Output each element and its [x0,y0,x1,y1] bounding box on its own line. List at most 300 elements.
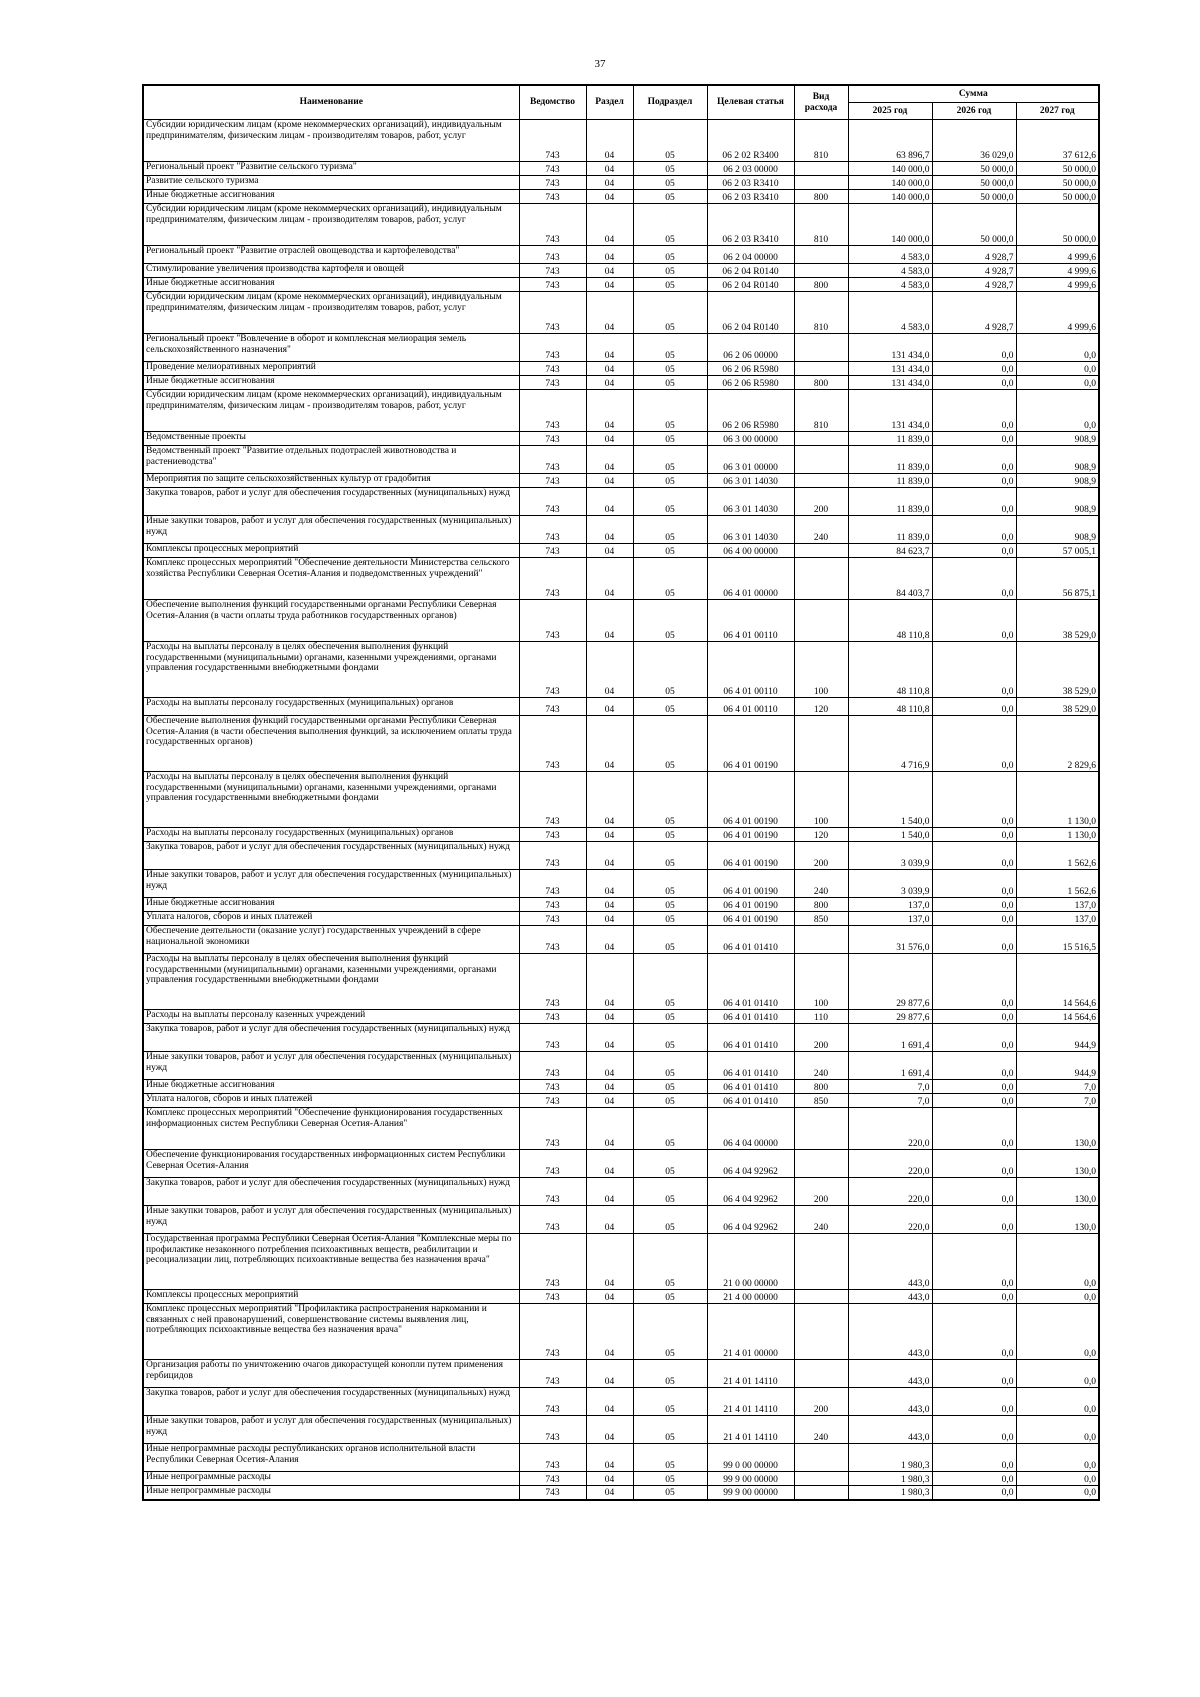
row-2025-cell: 140 000,0 [848,176,932,190]
table-row [143,1052,1099,1080]
row-2026-cell: 4 928,7 [932,278,1016,292]
row-subsection-cell: 05 [633,446,707,474]
row-section-cell: 04 [586,1052,633,1080]
row-exp-type-cell [794,1108,848,1150]
row-name-cell: Иные закупки товаров, работ и услуг для обеспечения государственных (муниципальных) нужд [143,870,519,898]
row-name-cell: Иные бюджетные ассигнования [143,190,519,204]
row-2027-cell: 908,9 [1016,516,1099,544]
row-name-cell: Уплата налогов, сборов и иных платежей [143,1094,519,1108]
row-2026-cell: 0,0 [932,446,1016,474]
row-target-cell: 06 3 01 14030 [707,488,794,516]
row-exp-type-cell [794,926,848,954]
row-2027-cell: 137,0 [1016,898,1099,912]
table-row [143,362,1099,376]
row-2025-cell: 137,0 [848,912,932,926]
row-dept-cell: 743 [519,600,586,642]
row-exp-type-cell: 240 [794,1416,848,1444]
row-dept-cell: 743 [519,162,586,176]
row-2026-cell: 0,0 [932,1080,1016,1094]
col-header-subsection: Подраздел [633,85,707,120]
row-section-cell: 04 [586,600,633,642]
row-exp-type-cell: 200 [794,1178,848,1206]
row-section-cell: 04 [586,1472,633,1486]
table-row [143,334,1099,362]
row-section-cell: 04 [586,362,633,376]
row-exp-type-cell [794,1234,848,1290]
row-2026-cell: 50 000,0 [932,162,1016,176]
row-target-cell: 06 2 03 R3410 [707,204,794,246]
row-name-cell: Комплекс процессных мероприятий "Обеспечение деятельности Министерства сельского хозяйства Республики Северная Осетия-Алания и подведомственных учреждений" [143,558,519,600]
table-row [143,390,1099,432]
row-name-cell: Субсидии юридическим лицам (кроме некоммерческих организаций), индивидуальным предпринимателям, физическим лицам - производителям товаров, работ, услуг [143,120,519,162]
row-dept-cell: 743 [519,954,586,1010]
row-section-cell: 04 [586,1290,633,1304]
row-exp-type-cell [794,1150,848,1178]
row-2026-cell: 0,0 [932,516,1016,544]
row-dept-cell: 743 [519,926,586,954]
row-2026-cell: 0,0 [932,842,1016,870]
row-2026-cell: 0,0 [932,1416,1016,1444]
row-target-cell: 06 4 04 92962 [707,1150,794,1178]
row-2027-cell: 50 000,0 [1016,162,1099,176]
row-2027-cell: 0,0 [1016,1416,1099,1444]
row-exp-type-cell [794,1304,848,1360]
row-2025-cell: 131 434,0 [848,362,932,376]
row-target-cell: 06 4 04 92962 [707,1206,794,1234]
row-2026-cell: 0,0 [932,1360,1016,1388]
row-exp-type-cell [794,362,848,376]
row-dept-cell: 743 [519,1024,586,1052]
row-section-cell: 04 [586,842,633,870]
row-2027-cell: 908,9 [1016,474,1099,488]
row-2026-cell: 0,0 [932,376,1016,390]
row-2026-cell: 0,0 [932,642,1016,698]
row-2027-cell: 130,0 [1016,1150,1099,1178]
row-target-cell: 06 2 06 R5980 [707,390,794,432]
row-dept-cell: 743 [519,1234,586,1290]
row-2025-cell: 48 110,8 [848,600,932,642]
row-target-cell: 06 4 01 01410 [707,1080,794,1094]
row-subsection-cell: 05 [633,1150,707,1178]
row-section-cell: 04 [586,446,633,474]
row-dept-cell: 743 [519,516,586,544]
row-2026-cell: 0,0 [932,432,1016,446]
row-exp-type-cell: 200 [794,842,848,870]
row-2027-cell: 14 564,6 [1016,954,1099,1010]
row-dept-cell: 743 [519,1108,586,1150]
row-name-cell: Проведение мелиоративных мероприятий [143,362,519,376]
row-dept-cell: 743 [519,390,586,432]
row-2025-cell: 131 434,0 [848,376,932,390]
row-2027-cell: 7,0 [1016,1094,1099,1108]
row-exp-type-cell: 100 [794,772,848,828]
row-section-cell: 04 [586,334,633,362]
row-subsection-cell: 05 [633,1178,707,1206]
row-2025-cell: 140 000,0 [848,162,932,176]
row-2027-cell: 4 999,6 [1016,278,1099,292]
row-exp-type-cell [794,600,848,642]
row-2026-cell: 0,0 [932,334,1016,362]
row-2026-cell: 4 928,7 [932,292,1016,334]
row-target-cell: 06 3 01 00000 [707,446,794,474]
row-target-cell: 06 4 04 00000 [707,1108,794,1150]
row-target-cell: 06 4 01 00110 [707,600,794,642]
row-section-cell: 04 [586,432,633,446]
row-target-cell: 06 4 01 00190 [707,772,794,828]
row-subsection-cell: 05 [633,1472,707,1486]
row-section-cell: 04 [586,898,633,912]
row-dept-cell: 743 [519,1486,586,1500]
row-target-cell: 21 0 00 00000 [707,1234,794,1290]
row-2025-cell: 11 839,0 [848,432,932,446]
row-subsection-cell: 05 [633,474,707,488]
table-row [143,1178,1099,1206]
row-2025-cell: 31 576,0 [848,926,932,954]
row-2025-cell: 84 623,7 [848,544,932,558]
row-exp-type-cell: 810 [794,292,848,334]
table-row [143,246,1099,264]
row-2025-cell: 220,0 [848,1108,932,1150]
table-row [143,698,1099,716]
row-section-cell: 04 [586,488,633,516]
row-2027-cell: 137,0 [1016,912,1099,926]
row-2027-cell: 0,0 [1016,1388,1099,1416]
table-row [143,1360,1099,1388]
table-row [143,376,1099,390]
row-2025-cell: 29 877,6 [848,1010,932,1024]
row-exp-type-cell [794,1444,848,1472]
row-subsection-cell: 05 [633,278,707,292]
row-2027-cell: 944,9 [1016,1024,1099,1052]
table-row [143,1234,1099,1290]
table-row [143,1024,1099,1052]
row-section-cell: 04 [586,544,633,558]
row-2025-cell: 4 716,9 [848,716,932,772]
row-subsection-cell: 05 [633,1024,707,1052]
row-target-cell: 06 4 01 01410 [707,1024,794,1052]
row-dept-cell: 743 [519,842,586,870]
row-name-cell: Мероприятия по защите сельскохозяйственных культур от градобития [143,474,519,488]
row-subsection-cell: 05 [633,772,707,828]
table-row [143,1444,1099,1472]
row-section-cell: 04 [586,870,633,898]
row-name-cell: Обеспечение выполнения функций государственными органами Республики Северная Осетия-Алания (в части оплаты труда работников государственных органов) [143,600,519,642]
row-target-cell: 06 2 06 R5980 [707,362,794,376]
row-2025-cell: 29 877,6 [848,954,932,1010]
row-name-cell: Иные непрограммные расходы [143,1486,519,1500]
row-dept-cell: 743 [519,870,586,898]
row-section-cell: 04 [586,1304,633,1360]
table-row [143,642,1099,698]
row-2027-cell: 1 562,6 [1016,842,1099,870]
row-target-cell: 06 4 01 00190 [707,828,794,842]
row-2025-cell: 1 691,4 [848,1024,932,1052]
row-section-cell: 04 [586,1094,633,1108]
row-exp-type-cell: 800 [794,1080,848,1094]
row-dept-cell: 743 [519,642,586,698]
row-exp-type-cell: 800 [794,278,848,292]
row-subsection-cell: 05 [633,1304,707,1360]
row-subsection-cell: 05 [633,828,707,842]
page-number: 37 [594,58,606,70]
row-section-cell: 04 [586,1178,633,1206]
row-2027-cell: 908,9 [1016,432,1099,446]
row-exp-type-cell [794,558,848,600]
row-2025-cell: 1 691,4 [848,1052,932,1080]
table-row [143,1472,1099,1486]
row-target-cell: 06 2 03 R3410 [707,190,794,204]
row-section-cell: 04 [586,516,633,544]
row-dept-cell: 743 [519,204,586,246]
table-row [143,1108,1099,1150]
row-2027-cell: 4 999,6 [1016,292,1099,334]
row-2026-cell: 0,0 [932,1304,1016,1360]
row-exp-type-cell: 810 [794,204,848,246]
row-subsection-cell: 05 [633,1360,707,1388]
row-target-cell: 06 4 01 01410 [707,1010,794,1024]
row-name-cell: Иные бюджетные ассигнования [143,376,519,390]
table-row [143,898,1099,912]
row-2027-cell: 0,0 [1016,390,1099,432]
row-target-cell: 06 2 04 R0140 [707,292,794,334]
row-2027-cell: 1 130,0 [1016,772,1099,828]
row-dept-cell: 743 [519,432,586,446]
row-dept-cell: 743 [519,1416,586,1444]
row-name-cell: Государственная программа Республики Северная Осетия-Алания "Комплексные меры по профилактике незаконного потребления психоактивных веществ, реабилитации и ресоциализации лиц, потребляющих психоактивные вещества без назначения врача" [143,1234,519,1290]
row-2027-cell: 130,0 [1016,1178,1099,1206]
row-2027-cell: 0,0 [1016,1234,1099,1290]
row-exp-type-cell [794,716,848,772]
row-2026-cell: 0,0 [932,1178,1016,1206]
row-section-cell: 04 [586,1108,633,1150]
row-target-cell: 06 2 02 R3400 [707,120,794,162]
row-2027-cell: 57 005,1 [1016,544,1099,558]
row-section-cell: 04 [586,1360,633,1388]
row-name-cell: Расходы на выплаты персоналу в целях обеспечения выполнения функций государственными (муниципальными) органами, казенными учреждениями, органами управления государственными внебюджетными фондами [143,954,519,1010]
row-2027-cell: 944,9 [1016,1052,1099,1080]
row-2026-cell: 4 928,7 [932,246,1016,264]
row-name-cell: Закупка товаров, работ и услуг для обеспечения государственных (муниципальных) нужд [143,1388,519,1416]
row-name-cell: Региональный проект "Развитие сельского туризма" [143,162,519,176]
row-exp-type-cell: 240 [794,1206,848,1234]
row-name-cell: Организация работы по уничтожению очагов дикорастущей конопли путем применения гербицидов [143,1360,519,1388]
row-section-cell: 04 [586,162,633,176]
row-exp-type-cell: 120 [794,698,848,716]
row-target-cell: 21 4 01 14110 [707,1388,794,1416]
table-row [143,264,1099,278]
row-subsection-cell: 05 [633,1416,707,1444]
row-2025-cell: 443,0 [848,1360,932,1388]
row-exp-type-cell [794,1360,848,1388]
row-target-cell: 06 4 01 00190 [707,898,794,912]
row-section-cell: 04 [586,1486,633,1500]
row-dept-cell: 743 [519,898,586,912]
row-section-cell: 04 [586,558,633,600]
row-target-cell: 06 2 06 00000 [707,334,794,362]
row-2026-cell: 0,0 [932,1024,1016,1052]
row-exp-type-cell: 800 [794,190,848,204]
row-2026-cell: 0,0 [932,772,1016,828]
row-dept-cell: 743 [519,1150,586,1178]
row-2027-cell: 0,0 [1016,334,1099,362]
row-2026-cell: 0,0 [932,954,1016,1010]
row-name-cell: Обеспечение функционирования государственных информационных систем Республики Северная Осетия-Алания [143,1150,519,1178]
row-dept-cell: 743 [519,558,586,600]
row-2027-cell: 7,0 [1016,1080,1099,1094]
row-section-cell: 04 [586,1080,633,1094]
row-subsection-cell: 05 [633,264,707,278]
row-target-cell: 06 4 01 01410 [707,954,794,1010]
row-exp-type-cell: 850 [794,912,848,926]
row-dept-cell: 743 [519,488,586,516]
row-exp-type-cell [794,176,848,190]
row-2025-cell: 63 896,7 [848,120,932,162]
row-subsection-cell: 05 [633,870,707,898]
col-header-exp-type: Вид расхода [794,85,848,120]
row-subsection-cell: 05 [633,842,707,870]
row-target-cell: 06 2 03 00000 [707,162,794,176]
row-exp-type-cell: 800 [794,898,848,912]
row-name-cell: Субсидии юридическим лицам (кроме некоммерческих организаций), индивидуальным предпринимателям, физическим лицам - производителям товаров, работ, услуг [143,204,519,246]
row-2025-cell: 11 839,0 [848,446,932,474]
row-target-cell: 06 4 01 01410 [707,1094,794,1108]
row-target-cell: 21 4 00 00000 [707,1290,794,1304]
row-target-cell: 06 2 03 R3410 [707,176,794,190]
col-header-2025: 2025 год [848,103,932,120]
row-section-cell: 04 [586,264,633,278]
row-name-cell: Закупка товаров, работ и услуг для обеспечения государственных (муниципальных) нужд [143,842,519,870]
row-section-cell: 04 [586,120,633,162]
row-exp-type-cell [794,544,848,558]
row-name-cell: Расходы на выплаты персоналу в целях обеспечения выполнения функций государственными (муниципальными) органами, казенными учреждениями, органами управления государственными внебюджетными фондами [143,772,519,828]
row-2026-cell: 0,0 [932,544,1016,558]
row-section-cell: 04 [586,912,633,926]
row-name-cell: Развитие сельского туризма [143,176,519,190]
row-exp-type-cell [794,1472,848,1486]
row-section-cell: 04 [586,772,633,828]
row-name-cell: Расходы на выплаты персоналу в целях обеспечения выполнения функций государственными (муниципальными) органами, казенными учреждениями, органами управления государственными внебюджетными фондами [143,642,519,698]
row-2027-cell: 0,0 [1016,1444,1099,1472]
row-dept-cell: 743 [519,1052,586,1080]
row-dept-cell: 743 [519,474,586,488]
row-target-cell: 06 4 01 01410 [707,926,794,954]
row-dept-cell: 743 [519,176,586,190]
row-section-cell: 04 [586,1150,633,1178]
row-2025-cell: 11 839,0 [848,488,932,516]
row-exp-type-cell [794,246,848,264]
row-2026-cell: 0,0 [932,1486,1016,1500]
row-exp-type-cell: 240 [794,870,848,898]
row-section-cell: 04 [586,1010,633,1024]
row-name-cell: Расходы на выплаты персоналу государственных (муниципальных) органов [143,828,519,842]
row-section-cell: 04 [586,828,633,842]
row-2027-cell: 130,0 [1016,1108,1099,1150]
row-name-cell: Комплексы процессных мероприятий [143,1290,519,1304]
row-subsection-cell: 05 [633,1052,707,1080]
table-row [143,446,1099,474]
col-header-2026: 2026 год [932,103,1016,120]
row-dept-cell: 743 [519,1206,586,1234]
row-2025-cell: 443,0 [848,1416,932,1444]
row-2027-cell: 50 000,0 [1016,204,1099,246]
row-name-cell: Закупка товаров, работ и услуг для обеспечения государственных (муниципальных) нужд [143,1024,519,1052]
row-name-cell: Закупка товаров, работ и услуг для обеспечения государственных (муниципальных) нужд [143,488,519,516]
row-exp-type-cell: 800 [794,376,848,390]
row-exp-type-cell: 100 [794,642,848,698]
row-2026-cell: 0,0 [932,870,1016,898]
row-name-cell: Региональный проект "Вовлечение в оборот и комплексная мелиорация земель сельскохозяйственного назначения" [143,334,519,362]
row-section-cell: 04 [586,1444,633,1472]
table-row [143,1416,1099,1444]
row-2026-cell: 50 000,0 [932,190,1016,204]
row-2026-cell: 0,0 [932,828,1016,842]
row-2026-cell: 0,0 [932,1010,1016,1024]
table-row [143,432,1099,446]
row-name-cell: Обеспечение выполнения функций государственными органами Республики Северная Осетия-Алания (в части обеспечения выполнения функций, за исключением оплаты труда государственных органов) [143,716,519,772]
row-2025-cell: 131 434,0 [848,390,932,432]
row-section-cell: 04 [586,292,633,334]
row-dept-cell: 743 [519,716,586,772]
row-subsection-cell: 05 [633,954,707,1010]
row-2026-cell: 50 000,0 [932,176,1016,190]
row-2027-cell: 50 000,0 [1016,190,1099,204]
row-target-cell: 06 2 04 R0140 [707,264,794,278]
row-target-cell: 06 4 01 00190 [707,716,794,772]
row-subsection-cell: 05 [633,558,707,600]
table-row [143,558,1099,600]
row-2027-cell: 0,0 [1016,1486,1099,1500]
row-section-cell: 04 [586,376,633,390]
table-row [143,1486,1099,1500]
row-2026-cell: 36 029,0 [932,120,1016,162]
col-header-2027: 2027 год [1016,103,1099,120]
row-2025-cell: 1 980,3 [848,1486,932,1500]
table-row [143,772,1099,828]
row-dept-cell: 743 [519,1178,586,1206]
row-name-cell: Комплексы процессных мероприятий [143,544,519,558]
row-subsection-cell: 05 [633,1094,707,1108]
row-target-cell: 99 9 00 00000 [707,1472,794,1486]
row-name-cell: Иные бюджетные ассигнования [143,278,519,292]
row-name-cell: Комплекс процессных мероприятий "Профилактика распространения наркомании и связанных с ней правонарушений, совершенствование системы выявления лиц, потребляющих психоактивные вещества без назначения врача" [143,1304,519,1360]
table-row [143,842,1099,870]
budget-table [142,84,1100,1501]
col-header-sum: Сумма [848,85,1099,103]
row-dept-cell: 743 [519,376,586,390]
row-section-cell: 04 [586,954,633,1010]
row-2025-cell: 1 980,3 [848,1444,932,1472]
table-row [143,204,1099,246]
row-2025-cell: 7,0 [848,1094,932,1108]
row-2025-cell: 7,0 [848,1080,932,1094]
row-subsection-cell: 05 [633,1486,707,1500]
row-exp-type-cell [794,1290,848,1304]
row-dept-cell: 743 [519,246,586,264]
row-dept-cell: 743 [519,1444,586,1472]
row-2026-cell: 50 000,0 [932,204,1016,246]
row-section-cell: 04 [586,190,633,204]
row-2025-cell: 3 039,9 [848,842,932,870]
row-dept-cell: 743 [519,828,586,842]
row-target-cell: 06 4 01 00110 [707,642,794,698]
table-row [143,1388,1099,1416]
row-target-cell: 06 4 00 00000 [707,544,794,558]
col-header-target: Целевая статья [707,85,794,120]
row-subsection-cell: 05 [633,898,707,912]
table-row [143,954,1099,1010]
table-row [143,600,1099,642]
row-2026-cell: 4 928,7 [932,264,1016,278]
